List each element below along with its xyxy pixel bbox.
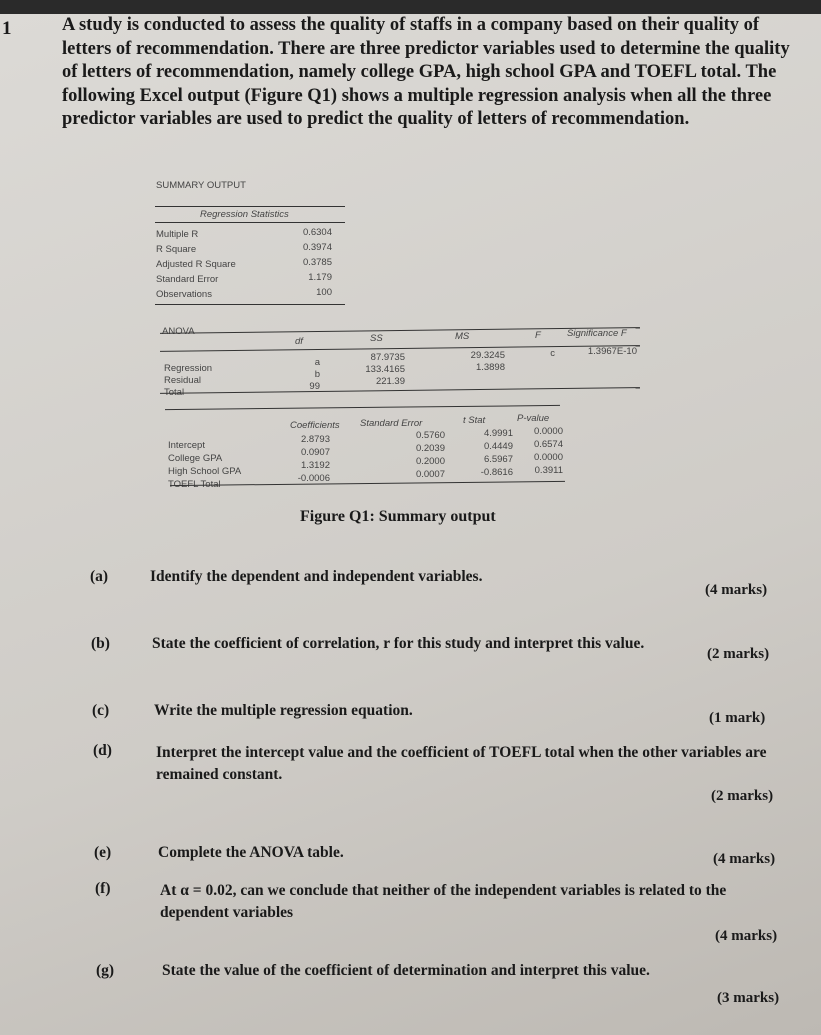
part-text: State the coefficient of correlation, r for this study and interpret this value. — [152, 635, 645, 652]
anova-ms: 1.3898 — [475, 362, 505, 373]
question-number: 1 — [2, 18, 12, 39]
anova-row-label: Regression — [164, 363, 213, 374]
anova-ss: 87.9735 — [370, 352, 405, 363]
part-text: Interpret the intercept value and the coefficient of TOEFL total when the other variables are remained constant. — [156, 744, 767, 783]
anova-header-df: df — [295, 336, 303, 347]
coef-p: 0.0000 — [533, 426, 563, 437]
anova-df: b — [314, 369, 320, 380]
part-text: State the value of the coefficient of determination and interpret this value. — [162, 962, 650, 979]
anova-title: ANOVA — [162, 326, 195, 337]
coef-se: 0.2039 — [415, 443, 445, 454]
part-text: Write the multiple regression equation. — [154, 702, 413, 719]
anova-header-ss: SS — [370, 333, 383, 344]
anova-f: c — [550, 348, 555, 359]
anova-df: a — [314, 357, 320, 368]
anova-ss: 133.4165 — [365, 364, 405, 375]
part-marks: (2 marks) — [711, 788, 774, 804]
anova-ss: 221.39 — [375, 376, 405, 387]
coef-value: 2.8793 — [300, 434, 330, 445]
stat-label: Adjusted R Square — [156, 259, 236, 270]
part-marks: (2 marks) — [707, 646, 770, 662]
part-label: (e) — [94, 844, 112, 861]
part-marks: (4 marks) — [715, 928, 778, 944]
stat-label: Observations — [156, 289, 212, 300]
question-intro: A study is conducted to assess the quality of staffs in a company based on their quality of letters of recommendation. There are three predictor variables used to determine the quality of letters of recommendation, namely college GPA, high school GPA and TOEFL total. The following Excel output (Figure Q1) shows a multiple regression analysis when all the three predictor variables are used to predict the quality of letters of recommendation. — [62, 15, 790, 129]
photo-top-edge — [0, 0, 821, 14]
coef-value: 1.3192 — [300, 460, 330, 471]
stat-label: Standard Error — [156, 274, 219, 285]
anova-row-label: Total — [164, 387, 185, 398]
summary-title: SUMMARY OUTPUT — [156, 180, 246, 191]
coef-t: 0.4449 — [483, 441, 513, 452]
coef-header-se: Standard Error — [360, 418, 423, 429]
coef-row-label: Intercept — [168, 440, 205, 451]
anova-ms: 29.3245 — [470, 350, 505, 361]
part-label: (d) — [93, 742, 112, 759]
coef-row-label: High School GPA — [168, 466, 242, 477]
coef-p: 0.3911 — [534, 465, 563, 476]
coef-row-label: College GPA — [168, 453, 223, 464]
coef-t: 6.5967 — [483, 454, 513, 465]
coef-p: 0.6574 — [533, 439, 563, 450]
stat-value: 100 — [316, 287, 332, 298]
part-label: (b) — [91, 635, 110, 652]
anova-header-sig: Significance F — [567, 328, 627, 339]
stat-label: Multiple R — [156, 229, 199, 240]
coef-value: -0.0006 — [297, 473, 330, 484]
stat-value: 0.3974 — [302, 242, 332, 253]
coef-value: 0.0907 — [300, 447, 330, 458]
part-text: Complete the ANOVA table. — [158, 844, 344, 861]
stat-value: 0.3785 — [302, 257, 332, 268]
part-marks: (3 marks) — [717, 990, 780, 1006]
part-label: (g) — [96, 962, 115, 979]
coef-p: 0.0000 — [533, 452, 563, 463]
anova-sig: 1.3967E-10 — [587, 346, 637, 357]
coef-t: 4.9991 — [483, 428, 513, 439]
anova-header-f: F — [535, 330, 541, 341]
part-marks: (4 marks) — [705, 582, 768, 598]
part-text: Identify the dependent and independent variables. — [150, 568, 483, 585]
coef-header-coefficients: Coefficients — [290, 420, 340, 431]
coef-header-t: t Stat — [463, 415, 486, 426]
anova-df: 99 — [309, 381, 320, 392]
part-marks: (4 marks) — [713, 851, 776, 867]
coef-t: -0.8616 — [480, 467, 513, 478]
stat-value: 1.179 — [308, 272, 332, 283]
stat-value: 0.6304 — [302, 227, 332, 238]
stats-header: Regression Statistics — [200, 209, 289, 220]
coef-se: 0.0007 — [415, 469, 445, 480]
anova-header-ms: MS — [455, 331, 470, 342]
figure-caption: Figure Q1: Summary output — [300, 508, 496, 525]
coef-row-label: TOEFL Total — [168, 479, 221, 490]
anova-row-label: Residual — [164, 375, 201, 386]
part-label: (a) — [90, 568, 109, 585]
part-marks: (1 mark) — [709, 710, 766, 726]
stat-label: R Square — [156, 244, 197, 255]
part-label: (f) — [95, 880, 111, 897]
coef-se: 0.5760 — [415, 430, 445, 441]
coef-se: 0.2000 — [415, 456, 445, 467]
coef-header-p: P-value — [517, 413, 550, 424]
part-label: (c) — [92, 702, 110, 719]
part-text: At α = 0.02, can we conclude that neither of the independent variables is related to the dependent variables — [160, 882, 727, 921]
